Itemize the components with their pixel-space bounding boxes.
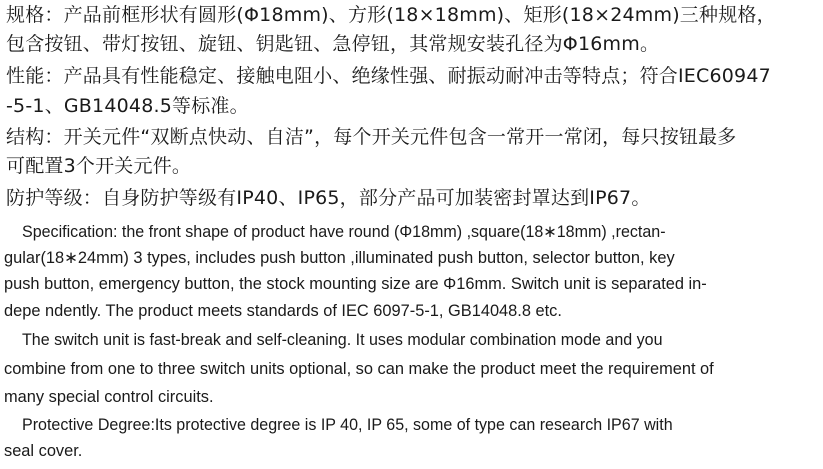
cn-performance-line-1: 性能：产品具有性能稳定、接触电阻小、绝缘性强、耐振动耐冲击等特点；符合IEC60947 [6,65,771,87]
en-specification-line-4: depe ndently. The product meets standards of IEC 6097-5-1, GB14048.8 etc. [4,302,562,320]
en-specification-line-1: Specification: the front shape of product have round (Φ18mm) ,square(18∗18mm) ,rectan- [22,223,666,241]
en-switch-unit-line-3: many special control circuits. [4,388,214,406]
cn-structure-line-1: 结构：开关元件“双断点快动、自洁”，每个开关元件包含一常开一常闭，每只按钮最多 [6,126,737,148]
en-protective-degree-line-2: seal cover. [4,442,83,460]
en-specification-line-3: push button, emergency button, the stock mounting size are Φ16mm. Switch unit is separated in- [4,275,707,293]
en-switch-unit-line-1: The switch unit is fast-break and self-cleaning. It uses modular combination mode and you [22,331,663,349]
cn-specification-line-1: 规格：产品前框形状有圆形(Φ18mm)、方形(18×18mm)、矩形(18×24mm)三种规格， [6,4,776,26]
en-specification-line-2: gular(18∗24mm) 3 types, includes push button ,illuminated push button, selector button, key [4,249,675,267]
en-protective-degree-line-1: Protective Degree:Its protective degree is IP 40, IP 65, some of type can research IP67 with [22,416,673,434]
cn-structure-line-2: 可配置3个开关元件。 [6,155,192,177]
cn-performance-line-2: -5-1、GB14048.5等标准。 [6,95,249,117]
cn-specification-line-2: 包含按钮、带灯按钮、旋钮、钥匙钮、急停钮，其常规安装孔径为Φ16mm。 [6,33,660,55]
cn-protection-line-1: 防护等级：自身防护等级有IP40、IP65，部分产品可加装密封罩达到IP67。 [6,187,651,209]
en-switch-unit-line-2: combine from one to three switch units optional, so can make the product meet the requirement of [4,360,714,378]
